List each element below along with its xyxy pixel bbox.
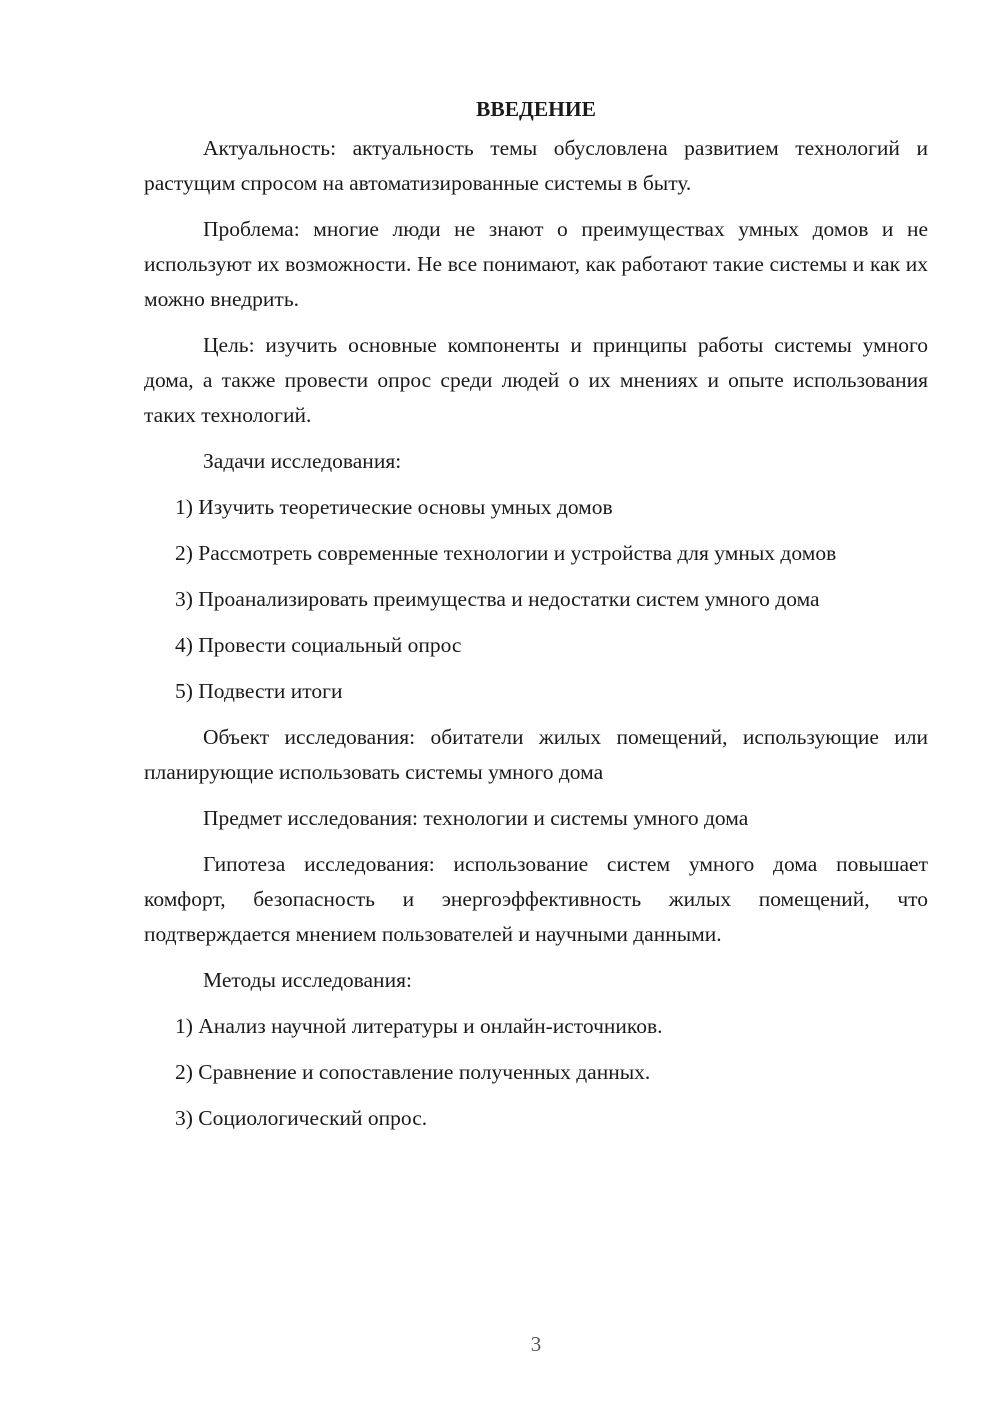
- section-title: ВВЕДЕНИЕ: [476, 97, 596, 121]
- tasks-heading: Задачи исследования:: [203, 449, 402, 473]
- task-item: 5) Подвести итоги: [175, 679, 343, 703]
- relevance-paragraph: Актуальность: актуальность темы обусловлена развитием технологий и растущим спросом на автоматизированные системы в быту.: [144, 136, 928, 195]
- page-number: 3: [530, 1332, 542, 1356]
- task-item: 2) Рассмотреть современные технологии и устройства для умных домов: [175, 541, 837, 565]
- task-item: 4) Провести социальный опрос: [175, 633, 462, 657]
- hypothesis-paragraph: Гипотеза исследования: использование систем умного дома повышает комфорт, безопасность и энергоэффективность жилых помещений, что подтверждается мнением пользователей и научными данными.: [144, 852, 928, 946]
- task-item: 1) Изучить теоретические основы умных домов: [175, 495, 613, 519]
- method-item: 3) Социологический опрос.: [175, 1106, 428, 1130]
- document-page: [144, 92, 928, 1147]
- methods-heading: Методы исследования:: [203, 968, 412, 992]
- method-item: 1) Анализ научной литературы и онлайн-источников.: [175, 1014, 663, 1038]
- method-item: 2) Сравнение и сопоставление полученных данных.: [175, 1060, 651, 1084]
- object-paragraph: Объект исследования: обитатели жилых помещений, использующие или планирующие использовать системы умного дома: [144, 725, 928, 784]
- subject-paragraph: Предмет исследования: технологии и системы умного дома: [203, 806, 749, 830]
- goal-paragraph: Цель: изучить основные компоненты и принципы работы системы умного дома, а также провести опрос среди людей о их мнениях и опыте использования таких технологий.: [144, 333, 928, 427]
- problem-paragraph: Проблема: многие люди не знают о преимуществах умных домов и не используют их возможности. Не все понимают, как работают такие системы и как их можно внедрить.: [144, 217, 928, 311]
- task-item: 3) Проанализировать преимущества и недостатки систем умного дома: [175, 587, 820, 611]
